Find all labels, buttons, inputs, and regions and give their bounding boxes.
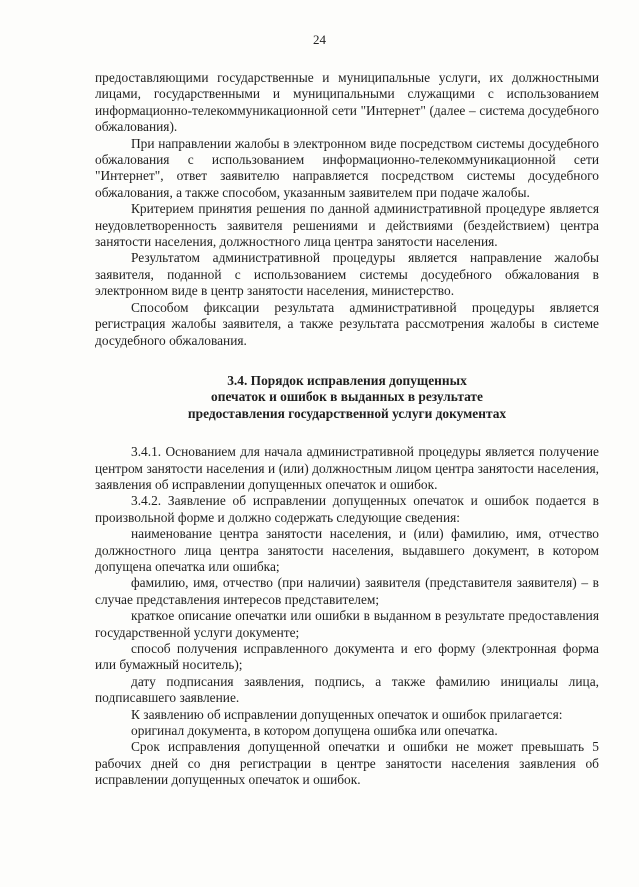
list-item: краткое описание опечатки или ошибки в выданном в результате предоставления государственной услуги документе; (95, 608, 599, 640)
list-item: дату подписания заявления, подпись, а также фамилию инициалы лица, подписавшего заявление. (95, 673, 599, 706)
paragraph: 3.4.2. Заявление об исправлении допущенных опечаток и ошибок подается в произвольной форме и должно содержать следующие сведения: (95, 493, 599, 525)
paragraph: Способом фиксации результата административной процедуры является регистрация жалобы заявителя, а также результата рассмотрения жалобы в системе досудебного обжалования. (95, 299, 599, 348)
page-number: 24 (313, 32, 326, 47)
paragraph: 3.4.1. Основанием для начала административной процедуры является получение центром занятости населения и (или) должностным лицом центра занятости населения, заявления об исправлении допущенных опечаток и ошибок. (95, 444, 599, 492)
section-heading-line: 3.4. Порядок исправления допущенных (227, 372, 467, 388)
document-body (95, 70, 599, 789)
paragraph: предоставляющими государственные и муниципальные услуги, их должностными лицами, государственными и муниципальными служащими с использованием информационно-телекоммуникационной сети "Интернет" (далее – система досудебного обжалования). (95, 70, 599, 135)
paragraph: Срок исправления допущенной опечатки и ошибки не может превышать 5 рабочих дней со дня регистрации в центре занятости населения заявления об исправлении допущенных опечаток и ошибок. (95, 739, 599, 788)
list-item: способ получения исправленного документа и его форму (электронная форма или бумажный носитель); (95, 641, 599, 673)
paragraph: К заявлению об исправлении допущенных опечаток и ошибок прилагается: (131, 706, 563, 722)
section-heading-line: опечаток и ошибок в выданных в результате (211, 389, 483, 405)
paragraph: Результатом административной процедуры является направление жалобы заявителя, поданной с использованием системы досудебного обжалования в электронном виде в центр занятости населения, министерство. (95, 250, 599, 299)
section-heading (95, 373, 599, 422)
list-item: наименование центра занятости населения, и (или) фамилию, имя, отчество должностного лица центра занятости населения, выдавшего документ, в котором допущена опечатка или ошибка; (95, 526, 599, 574)
paragraph: При направлении жалобы в электронном виде посредством системы досудебного обжалования с использованием информационно-телекоммуникационной сети "Интернет", ответ заявителю направляется посредством системы досудебного обжалования, а также способом, указанным заявителем при подаче жалобы. (95, 135, 599, 200)
list-item: оригинал документа, в котором допущена ошибка или опечатка. (131, 723, 498, 739)
section-heading-line: предоставления государственной услуги документах (187, 405, 507, 421)
list-item: фамилию, имя, отчество (при наличии) заявителя (представителя заявителя) – в случае представления интересов представителем; (95, 575, 599, 607)
paragraph: Критерием принятия решения по данной административной процедуре является неудовлетворенность заявителя решениями и действиями (бездействием) центра занятости населения, должностного лица центра занятости населения. (95, 201, 599, 250)
